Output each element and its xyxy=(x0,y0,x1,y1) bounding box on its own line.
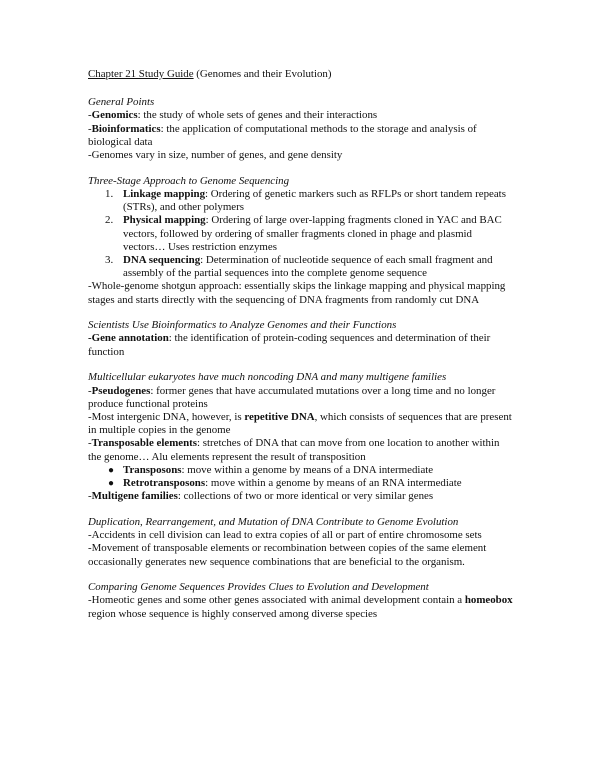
line-text: : stretches of DNA that can move from one location to another within the genome… Alu elements represent the result of transposition xyxy=(88,437,500,463)
title-underlined: Chapter 21 Study Guide xyxy=(88,68,194,80)
bold-term: DNA sequencing xyxy=(123,253,201,266)
paragraph-line xyxy=(88,529,513,542)
line-text: -Genomes vary in size, number of genes, and gene density xyxy=(88,149,343,162)
line-prefix: - xyxy=(88,437,92,450)
list-item xyxy=(88,214,513,254)
bullet-list xyxy=(88,464,513,490)
list-item xyxy=(88,477,513,490)
bold-term: Retrotransposons xyxy=(123,476,206,489)
line-text: : the application of computational methods to the storage and analysis of biological data xyxy=(88,122,477,148)
bold-term: Bioinformatics xyxy=(91,122,161,135)
line-prefix: - xyxy=(88,490,92,503)
paragraph-line xyxy=(88,109,513,122)
section-genome-sequencing xyxy=(88,175,513,307)
list-number: 2. xyxy=(105,214,114,227)
section-comparing-genomes xyxy=(88,581,513,621)
bold-term: Multigene families xyxy=(91,490,178,503)
section-noncoding-dna xyxy=(88,371,513,503)
line-prefix: - xyxy=(88,122,92,135)
bold-term: Transposable elements xyxy=(91,437,198,450)
bold-term: repetitive DNA xyxy=(244,410,315,423)
section-genome-evolution xyxy=(88,516,513,569)
bold-term: Transposons xyxy=(123,463,182,476)
paragraph-line xyxy=(88,411,513,437)
bullet-icon: ● xyxy=(108,477,115,489)
bold-term: Pseudogenes xyxy=(91,384,151,397)
line-text: : collections of two or more identical or very similar genes xyxy=(177,490,434,503)
line-text: : Determination of nucleotide sequence of each small fragment and assembly of the partial sequences into the complete genome sequence xyxy=(123,253,493,280)
line-prefix: - xyxy=(88,109,92,122)
line-text: : move within a genome by means of a DNA intermediate xyxy=(181,463,434,476)
line-text: : the identification of protein-coding sequences and determination of their function xyxy=(88,332,491,358)
paragraph-line xyxy=(88,542,513,568)
section-bioinformatics xyxy=(88,319,513,359)
section-heading: Comparing Genome Sequences Provides Clues to Evolution and Development xyxy=(88,581,429,594)
document-title xyxy=(88,68,513,81)
line-prefix: -Homeotic genes and some other genes associated with animal development contain a xyxy=(88,594,465,607)
bullet-icon: ● xyxy=(108,464,115,476)
section-heading: Duplication, Rearrangement, and Mutation of DNA Contribute to Genome Evolution xyxy=(88,515,459,528)
bold-term: Genomics xyxy=(91,109,138,122)
list-item xyxy=(88,464,513,477)
title-rest: (Genomes and their Evolution) xyxy=(193,68,332,80)
line-prefix: -Most intergenic DNA, however, is xyxy=(88,410,245,423)
paragraph-line xyxy=(88,123,513,149)
line-text: -Whole-genome shotgun approach: essentially skips the linkage mapping and physical mapping stages and starts directly with the sequencing of DNA fragments from randomly cut DNA xyxy=(88,280,506,306)
numbered-list xyxy=(88,188,513,280)
line-text: : the study of whole sets of genes and their interactions xyxy=(137,109,378,122)
paragraph-line xyxy=(88,332,513,358)
paragraph-line xyxy=(88,385,513,411)
list-number: 3. xyxy=(105,253,114,266)
paragraph-line xyxy=(88,594,513,620)
line-text: : former genes that have accumulated mutations over a long time and no longer produce functional proteins xyxy=(88,384,496,410)
study-guide-page xyxy=(88,68,513,633)
line-text: : Ordering of genetic markers such as RFLPs or short tandem repeats (STRs), and other polymers xyxy=(123,187,506,214)
bold-term: Linkage mapping xyxy=(123,187,206,200)
line-text: region whose sequence is highly conserved among diverse species xyxy=(88,607,378,620)
section-heading: Scientists Use Bioinformatics to Analyze Genomes and their Functions xyxy=(88,319,397,332)
section-heading: General Points xyxy=(88,96,155,109)
list-number: 1. xyxy=(105,187,114,200)
section-heading: Three-Stage Approach to Genome Sequencing xyxy=(88,174,290,187)
line-prefix: - xyxy=(88,384,92,397)
paragraph-line xyxy=(88,490,513,503)
paragraph-line xyxy=(88,437,513,463)
paragraph-line xyxy=(88,280,513,306)
section-general-points xyxy=(88,96,513,162)
bold-term: homeobox xyxy=(464,594,513,607)
line-text: , which consists of sequences that are present in multiple copies in the genome xyxy=(88,410,512,437)
line-text: -Movement of transposable elements or recombination between copies of the same element occasionally generates new sequence combinations that are beneficial to the organism. xyxy=(88,542,487,568)
list-item xyxy=(88,188,513,214)
paragraph-line xyxy=(88,149,513,162)
bold-term: -Gene annotation xyxy=(88,332,169,345)
bold-term: Physical mapping xyxy=(123,214,206,227)
line-text: : Ordering of large over-lapping fragments cloned in YAC and BAC vectors, followed by ordering of smaller fragments cloned in phage and plasmid vectors… Uses restriction enzymes xyxy=(123,214,502,253)
list-item xyxy=(88,254,513,280)
line-text: : move within a genome by means of an RNA intermediate xyxy=(205,476,462,489)
line-text: -Accidents in cell division can lead to extra copies of all or part of entire chromosome sets xyxy=(88,529,482,542)
section-heading: Multicellular eukaryotes have much noncoding DNA and many multigene families xyxy=(88,371,447,384)
